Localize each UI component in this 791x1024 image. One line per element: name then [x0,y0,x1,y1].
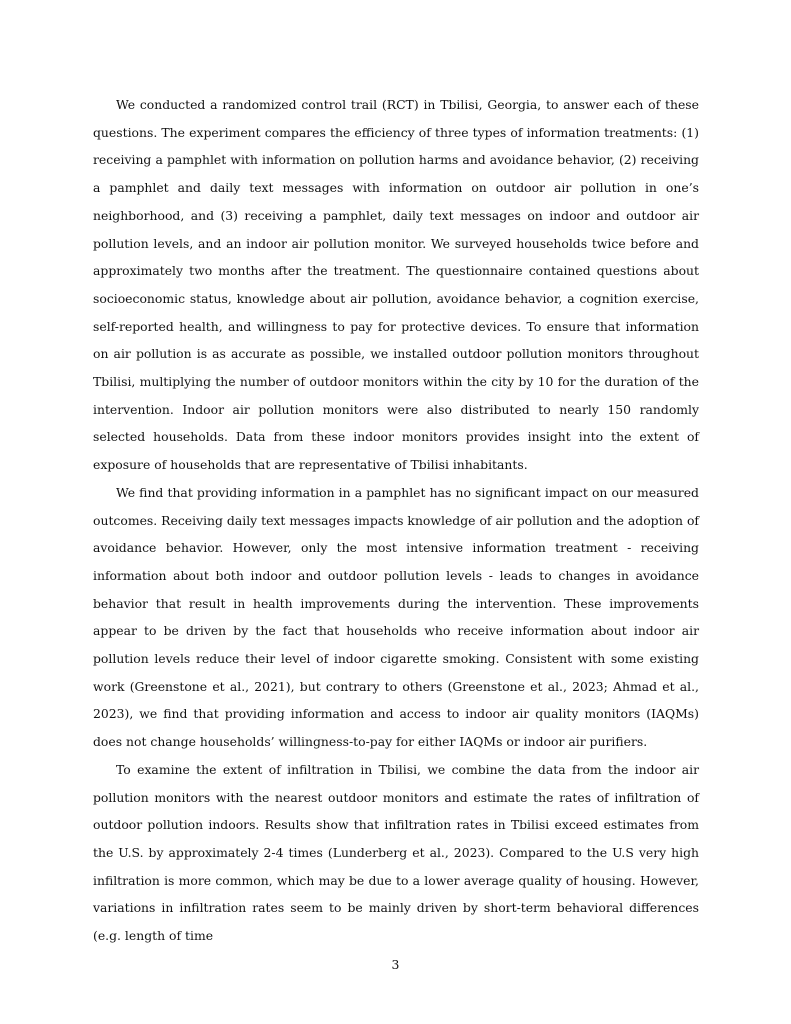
body-text [93,91,699,950]
paragraph-findings: We find that providing information in a pamphlet has no significant impact on our measured outcomes. Receiving daily text messages impacts knowledge of air pollution and the adoption of avoidance behavior. However, only the most intensive information treatment - receiving information about both indoor and outdoor pollution levels - leads to changes in avoidance behavior that result in health improvements during the intervention. These improvements appear to be driven by the fact that households who receive information about indoor air pollution levels reduce their level of indoor cigarette smoking. Consistent with some existing work (Greenstone et al., 2021), but contrary to others (Greenstone et al., 2023; Ahmad et al., 2023), we find that providing information and access to indoor air quality monitors (IAQMs) does not change households’ willingness-to-pay for either IAQMs or indoor air purifiers. [93,484,699,750]
paragraph-rct-overview: We conducted a randomized control trail (RCT) in Tbilisi, Georgia, to answer each of these questions. The experiment compares the efficiency of three types of information treatments: (1) receiving a pamphlet with information on pollution harms and avoidance behavior, (2) receiving a pamphlet and daily text messages with information on outdoor air pollution in one’s neighborhood, and (3) receiving a pamphlet, daily text messages on indoor and outdoor air pollution levels, and an indoor air pollution monitor. We surveyed households twice before and approximately two months after the treatment. The questionnaire contained questions about socioeconomic status, knowledge about air pollution, avoidance behavior, a cognition exercise, self-reported health, and willingness to pay for protective devices. To ensure that information on air pollution is as accurate as possible, we installed outdoor pollution monitors throughout Tbilisi, multiplying the number of outdoor monitors within the city by 10 for the duration of the intervention. Indoor air pollution monitors were also distributed to nearly 150 randomly selected households. Data from these indoor monitors provides insight into the extent of exposure of households that are representative of Tbilisi inhabitants. [93,97,699,473]
page-number: 3 [391,957,400,972]
paragraph-infiltration: To examine the extent of infiltration in Tbilisi, we combine the data from the indoor air pollution monitors with the nearest outdoor monitors and estimate the rates of infiltration of outdoor pollution indoors. Results show that infiltration rates in Tbilisi exceed estimates from the U.S. by approximately 2-4 times (Lunderberg et al., 2023). Compared to the U.S very high infiltration is more common, which may be due to a lower average quality of housing. However, variations in infiltration rates seem to be mainly driven by short-term behavioral differences (e.g. length of time [93,761,699,944]
